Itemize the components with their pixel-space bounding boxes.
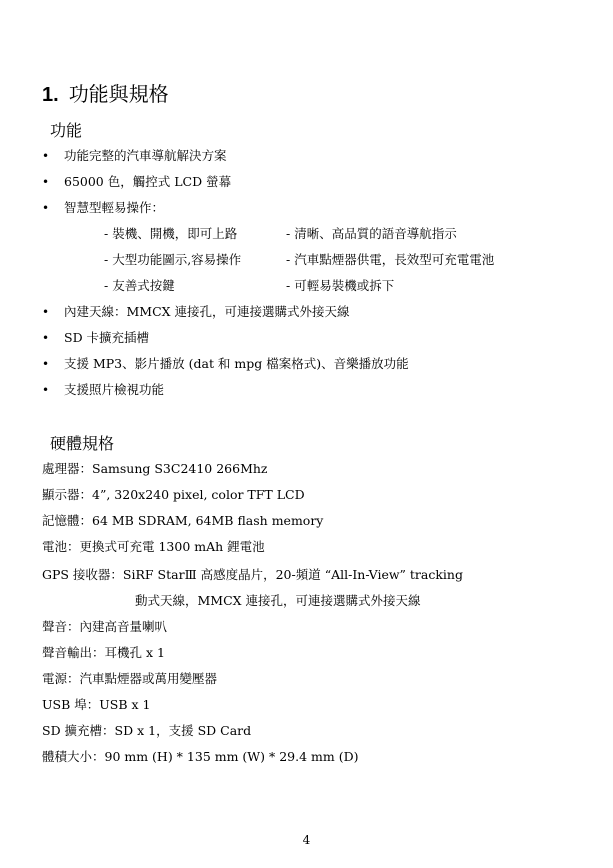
- section-heading: [42, 80, 169, 109]
- bullet-icon: •: [42, 383, 50, 397]
- section-number: 1.: [42, 84, 59, 106]
- hardware-heading: 硬體規格: [50, 434, 115, 453]
- spec-line: 電池：更換式可充電 1300 mAh 鋰電池: [42, 539, 265, 554]
- feature-bullet: • 智慧型輕易操作：: [42, 198, 164, 218]
- spec-line: 體積大小：90 mm (H) * 135 mm (W) * 29.4 mm (D): [42, 749, 359, 764]
- feature-bullet: • 支援照片檢視功能: [42, 380, 164, 400]
- spec-line: 處理器：Samsung S3C2410 266Mhz: [42, 461, 268, 476]
- bullet-icon: •: [42, 149, 50, 163]
- spec-line: 顯示器：4”, 320x240 pixel, color TFT LCD: [42, 487, 305, 502]
- spec-line: SD 擴充槽：SD x 1，支援 SD Card: [42, 723, 252, 738]
- sub-item: - 裝機、開機，即可上路: [104, 226, 238, 241]
- section-title: 功能與規格: [68, 82, 169, 106]
- sub-item: - 汽車點煙器供電，長效型可充電電池: [286, 252, 495, 267]
- sub-item: - 清晰、高品質的語音導航指示: [286, 226, 457, 241]
- sub-item: - 可輕易裝機或拆下: [286, 278, 395, 293]
- bullet-icon: •: [42, 175, 50, 189]
- spec-line: USB 埠：USB x 1: [42, 697, 151, 712]
- sub-item: - 大型功能圖示,容易操作: [104, 252, 242, 267]
- page-number: 4: [302, 833, 311, 847]
- spec-line: GPS 接收器：SiRF StarⅢ 高感度晶片，20-頻道 “All-In-View” tracking: [42, 567, 463, 582]
- features-heading: 功能: [50, 121, 83, 140]
- spec-line: 記憶體：64 MB SDRAM, 64MB flash memory: [42, 513, 324, 528]
- sub-item: - 友善式按鍵: [104, 278, 175, 293]
- bullet-icon: •: [42, 331, 50, 345]
- spec-line: 聲音：內建高音量喇叭: [42, 619, 168, 634]
- bullet-icon: •: [42, 357, 50, 371]
- feature-bullet: • SD 卡擴充插槽: [42, 328, 149, 348]
- spec-line: 電源：汽車點煙器或萬用變壓器: [42, 671, 218, 686]
- feature-bullet: • 65000 色，觸控式 LCD 螢幕: [42, 172, 231, 192]
- bullet-icon: •: [42, 305, 50, 319]
- bullet-icon: •: [42, 201, 50, 215]
- spec-line: 聲音輸出：耳機孔 x 1: [42, 645, 165, 660]
- feature-bullet: • 支援 MP3、影片播放 (dat 和 mpg 檔案格式)、音樂播放功能: [42, 354, 409, 374]
- spec-continuation: 動式天線，MMCX 連接孔，可連接選購式外接天線: [135, 593, 421, 608]
- feature-bullet: • 內建天線：MMCX 連接孔，可連接選購式外接天線: [42, 302, 350, 322]
- feature-bullet: • 功能完整的汽車導航解決方案: [42, 146, 227, 166]
